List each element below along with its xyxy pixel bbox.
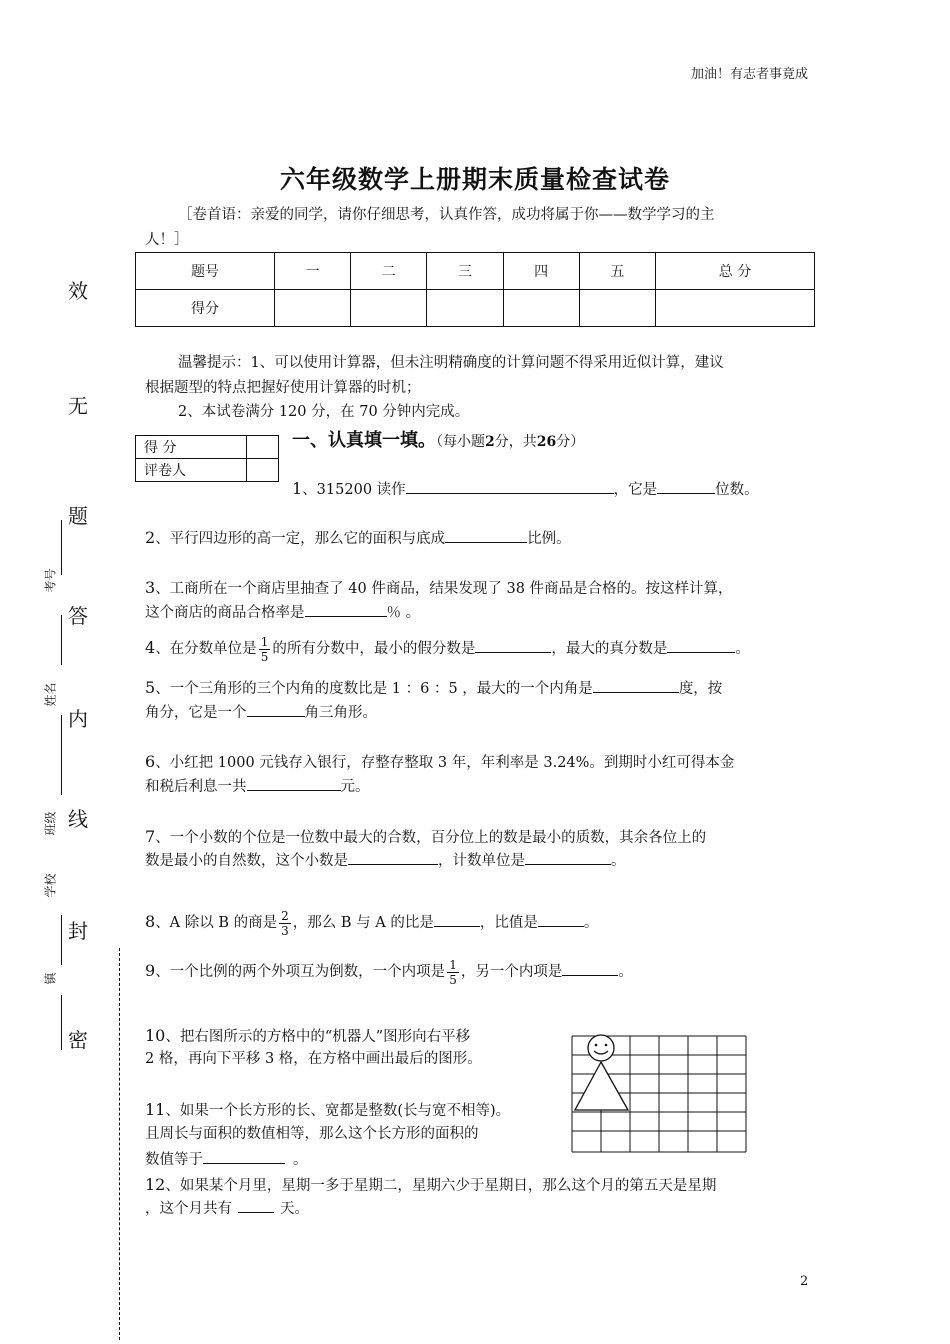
question-11 — [145, 1097, 510, 1124]
q4-blank-1[interactable] — [475, 636, 551, 653]
q12-text-c: 天。 — [280, 1201, 309, 1217]
score-table-score-row — [136, 290, 815, 327]
q7-blank-1[interactable] — [348, 848, 438, 865]
q4-text-a: 、在分数单位是 — [155, 641, 257, 657]
margin-char: 封 — [68, 919, 88, 943]
margin-char: 线 — [68, 807, 88, 831]
q1-text-b: ，它是 — [613, 482, 658, 498]
q6-text-b: 和税后利息一共 — [145, 779, 247, 795]
question-5 — [145, 675, 722, 702]
q-number: 11 — [145, 1100, 166, 1119]
q1-blank-1[interactable] — [406, 477, 614, 494]
robot-figure — [575, 1035, 628, 1110]
q-number: 7 — [145, 827, 156, 846]
margin-line — [61, 995, 62, 1050]
q8-blank-2[interactable] — [538, 910, 584, 927]
score-header-cell: 题号 — [136, 253, 275, 290]
margin-char: 题 — [68, 504, 88, 528]
tips-line2: 根据题型的特点把握好使用计算器的时机； — [145, 380, 421, 396]
question-11-line2: 且周长与面积的数值相等，那么这个长方形的面积的 — [145, 1126, 479, 1142]
margin-char: 效 — [68, 279, 88, 303]
q11-text-c: 数值等于 — [145, 1152, 203, 1168]
margin-char: 内 — [68, 707, 88, 731]
score-cell[interactable] — [351, 290, 427, 327]
q6-blank[interactable] — [247, 774, 341, 791]
score-header-cell: 一 — [274, 253, 350, 290]
margin-label-school: 学校 — [43, 873, 58, 898]
header-motto: 加油！有志者事竟成 — [690, 67, 808, 82]
score-row-label: 得分 — [136, 290, 275, 327]
margin-char: 密 — [68, 1028, 88, 1052]
margin-label-town: 镇 — [43, 972, 58, 985]
question-8 — [145, 904, 598, 941]
score-header-cell: 三 — [427, 253, 503, 290]
q5-blank-1[interactable] — [593, 676, 679, 693]
q6-text-a: 、小红把 1000 元钱存入银行，存整存整取 3 年，年利率是 3.24%。到期时小红可得本金 — [155, 755, 735, 771]
q5-text-b: 度，按 — [678, 681, 723, 697]
q1-blank-2[interactable] — [657, 477, 715, 494]
score-header-cell: 四 — [503, 253, 579, 290]
q11-text-a: 、如果一个长方形的长、宽都是整数(长与宽不相等)。 — [165, 1103, 511, 1119]
robot-grid-figure[interactable] — [570, 1034, 748, 1156]
q-number: 12 — [145, 1175, 166, 1194]
fraction-numerator: 2 — [281, 908, 289, 923]
page-title: 六年级数学上册期末质量检查试卷 — [279, 165, 670, 194]
score-table-header-row — [136, 253, 815, 290]
q12-blank[interactable] — [238, 1196, 274, 1213]
section1-note-a: （每小题 — [436, 434, 485, 450]
margin-label-exam-number: 考号 — [43, 568, 58, 593]
q3-text-b: 这个商店的商品合格率是 — [145, 605, 305, 621]
fraction-numerator: 1 — [449, 957, 457, 972]
q-number: 4 — [145, 638, 156, 657]
question-9 — [145, 953, 633, 990]
q-number: 10 — [145, 1026, 166, 1045]
margin-line — [61, 915, 62, 965]
section1-title: 一、认真填一填。 — [292, 430, 436, 451]
grader-name-label: 评卷人 — [136, 459, 247, 482]
tips-line1: 温馨提示：1、可以使用计算器，但未注明精确度的计算问题不得采用近似计算，建议 — [178, 355, 724, 371]
q9-text-b: ，另一个内项是 — [460, 964, 563, 980]
margin-label-name: 姓名 — [43, 682, 58, 707]
grader-score-cell[interactable] — [247, 436, 279, 459]
margin-line — [61, 715, 62, 795]
q4-fraction — [259, 635, 271, 664]
question-3 — [145, 575, 733, 602]
q5-text-d: 角三角形。 — [304, 705, 377, 721]
section1-heading — [292, 426, 584, 452]
q3-blank[interactable] — [305, 600, 387, 617]
q9-blank[interactable] — [562, 959, 618, 976]
tips-line3: 2、本试卷满分 120 分，在 70 分钟内完成。 — [178, 404, 470, 420]
grader-score-label: 得 分 — [136, 436, 247, 459]
q-number: 5 — [145, 678, 156, 697]
grader-name-cell[interactable] — [247, 459, 279, 482]
question-7 — [145, 824, 706, 851]
q9-text-a: 、一个比例的两个外项互为倒数，一个内项是 — [155, 964, 446, 980]
fraction-denominator: 3 — [281, 923, 289, 938]
q4-text-c: ，最大的真分数是 — [551, 641, 668, 657]
q-number: 6 — [145, 752, 156, 771]
q12-text-a: 、如果某个月里，星期一多于星期二，星期六少于星期日，那么这个月的第五天是星期 — [165, 1178, 717, 1194]
grader-table — [135, 435, 279, 482]
q8-text-b: ，那么 B 与 A 的比是 — [292, 915, 434, 931]
q-number: 3 — [145, 578, 156, 597]
q7-text-c: ，计数单位是 — [438, 853, 525, 869]
q5-text-c: 角分，它是一个 — [145, 705, 247, 721]
q4-blank-2[interactable] — [667, 636, 735, 653]
question-7-line2 — [145, 848, 626, 874]
q1-text-c: 位数。 — [715, 482, 759, 498]
q-number: 2 — [145, 528, 156, 547]
q2-blank[interactable] — [445, 526, 527, 543]
fraction-denominator: 5 — [260, 649, 269, 664]
q11-blank[interactable] — [203, 1147, 285, 1164]
question-2 — [145, 525, 571, 552]
question-3-line2 — [145, 600, 420, 626]
q8-fraction — [279, 909, 291, 938]
question-11-line3 — [145, 1147, 308, 1173]
margin-char: 无 — [68, 394, 88, 418]
page-number: 2 — [800, 1274, 809, 1289]
q8-text-a: 、A 除以 B 的商是 — [155, 915, 278, 931]
q8-blank-1[interactable] — [434, 910, 480, 927]
q6-text-c: 元。 — [340, 779, 370, 795]
q10-text-a: 、把右图所示的方格中的“机器人”图形向右平移 — [165, 1029, 471, 1045]
q7-text-a: 、一个小数的个位是一位数中最大的合数，百分位上的数是最小的质数，其余各位上的 — [155, 830, 707, 846]
q8-text-d: 。 — [583, 915, 599, 931]
margin-label-class: 班级 — [43, 811, 58, 836]
section1-note-d: 26 — [536, 434, 557, 450]
margin-char: 答 — [68, 604, 88, 628]
q12-text-b: ，这个月共有 — [145, 1201, 232, 1217]
score-table — [135, 252, 815, 327]
q-number: 8 — [145, 912, 156, 931]
score-cell[interactable] — [503, 290, 579, 327]
q4-text-b: 的所有分数中，最小的假分数是 — [272, 641, 476, 657]
score-header-cell: 五 — [579, 253, 655, 290]
question-6-line2 — [145, 774, 370, 800]
q2-text-b: 比例。 — [527, 531, 571, 547]
score-cell[interactable] — [427, 290, 503, 327]
q7-text-b: 数是最小的自然数，这个小数是 — [145, 853, 348, 869]
q-number: 9 — [145, 961, 156, 980]
score-cell[interactable] — [579, 290, 655, 327]
fraction-denominator: 5 — [449, 972, 457, 987]
question-1 — [292, 476, 759, 503]
margin-line — [61, 615, 62, 665]
question-6 — [145, 749, 734, 776]
question-10 — [145, 1023, 470, 1050]
section1-note-b: 2 — [485, 434, 495, 450]
score-header-cell: 总 分 — [655, 253, 814, 290]
q11-text-d: 。 — [293, 1152, 308, 1168]
q5-blank-2[interactable] — [247, 700, 305, 717]
section1-note-c: 分，共 — [494, 434, 537, 450]
q9-fraction — [447, 958, 459, 987]
margin-line — [61, 520, 62, 575]
question-12 — [145, 1172, 716, 1199]
preface-line1: ［卷首语：亲爱的同学，请你仔细思考，认真作答，成功将属于你——数学学习的主 — [178, 207, 715, 223]
preface-line2: 人！］ — [145, 232, 189, 248]
q3-text-c: ％ 。 — [386, 605, 421, 621]
q-number: 1 — [292, 479, 303, 498]
q7-blank-2[interactable] — [525, 848, 611, 865]
q9-text-c: 。 — [618, 964, 633, 980]
q3-text-a: 、工商所在一个商店里抽查了 40 件商品，结果发现了 38 件商品是合格的。按这样计算， — [155, 581, 733, 597]
cut-line-dashed — [119, 948, 120, 1340]
section1-note-e: 分） — [556, 434, 585, 450]
q2-text-a: 、平行四边形的高一定，那么它的面积与底成 — [155, 531, 446, 547]
q1-text-a: 、315200 读作 — [302, 482, 406, 498]
question-10-line2: 2 格，再向下平移 3 格，在方格中画出最后的图形。 — [145, 1051, 482, 1067]
q4-text-d: 。 — [735, 641, 750, 657]
score-cell[interactable] — [274, 290, 350, 327]
question-12-line2 — [145, 1196, 309, 1222]
q5-text-a: 、一个三角形的三个内角的度数比是 1 ：6 ：5 ，最大的一个内角是 — [155, 681, 593, 697]
question-5-line2 — [145, 700, 377, 726]
score-header-cell: 二 — [351, 253, 427, 290]
score-cell[interactable] — [655, 290, 814, 327]
fraction-numerator: 1 — [260, 634, 269, 649]
question-4 — [145, 630, 750, 667]
q8-text-c: ，比值是 — [479, 915, 538, 931]
q7-text-d: 。 — [611, 853, 626, 869]
